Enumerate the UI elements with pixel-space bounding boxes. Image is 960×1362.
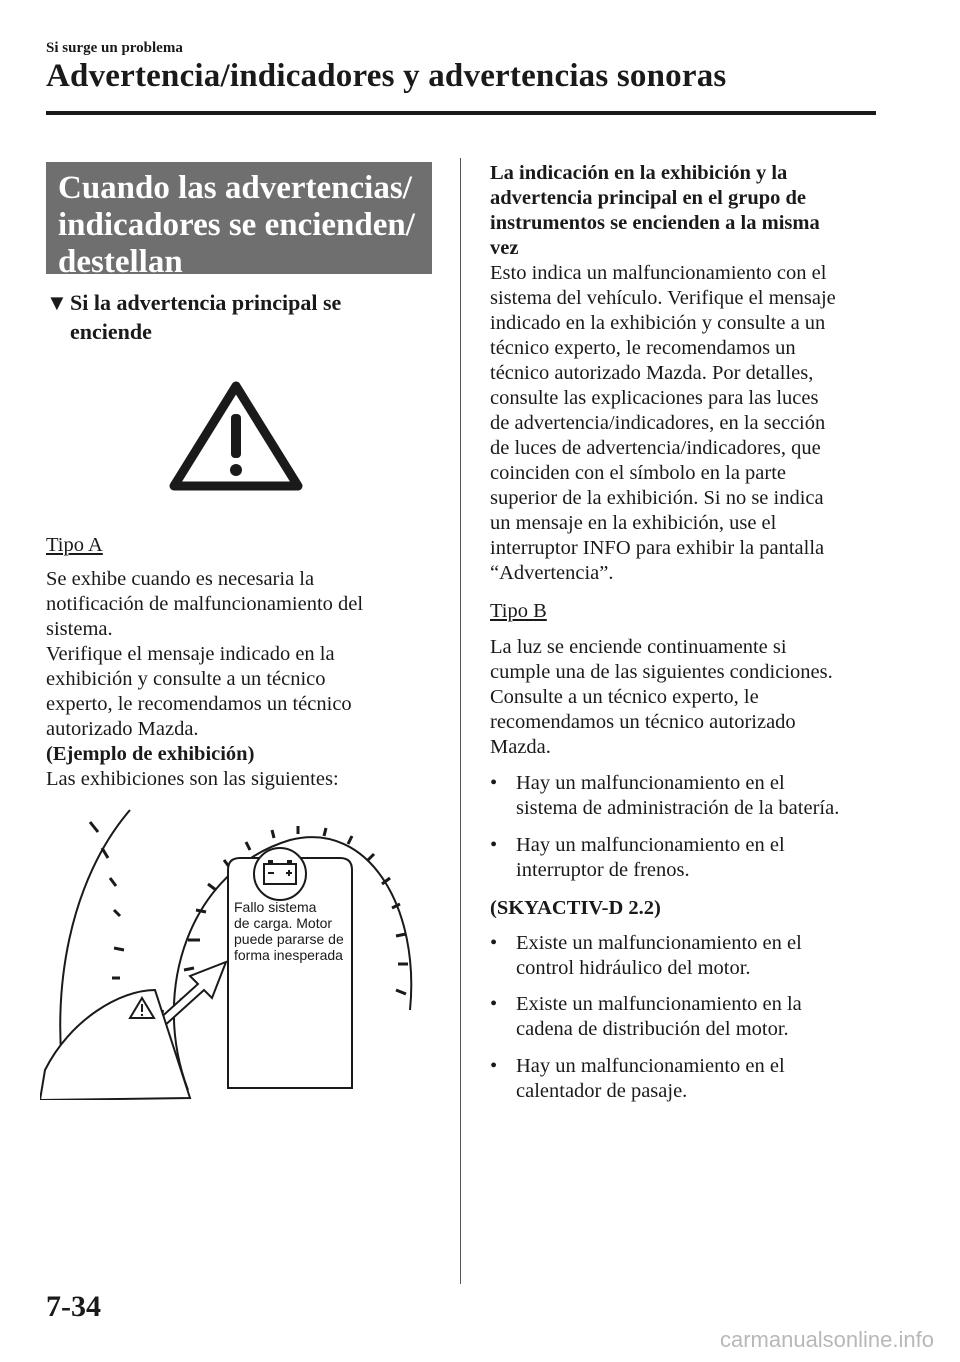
header-rule: [46, 111, 876, 115]
subheading-line: Si la advertencia principal se: [70, 290, 342, 315]
section-label: Si surge un problema: [46, 40, 183, 56]
text-line: advertencia principal en el grupo de: [490, 187, 807, 209]
text-line: notificación de malfuncionamiento del: [46, 593, 364, 615]
list-item: • Hay un malfuncionamiento en el calentador de pasaje.: [490, 1055, 785, 1102]
text-line: Verifique el mensaje indicado en la: [46, 643, 335, 665]
subheading-line: enciende: [70, 319, 152, 344]
text-line: un mensaje en la exhibición, use el: [490, 512, 777, 534]
heading-line: indicadores se encienden/: [58, 207, 415, 243]
bullet-icon: •: [490, 834, 498, 856]
message-line: de carga. Motor: [234, 915, 333, 931]
bullet-icon: •: [490, 1055, 498, 1077]
text-line: Se exhibe cuando es necesaria la: [46, 568, 315, 590]
battery-icon: [254, 848, 306, 900]
heading-line: Cuando las advertencias/: [58, 170, 412, 206]
list-item: • Hay un malfuncionamiento en el interruptor de frenos.: [490, 834, 785, 881]
list-item: • Existe un malfuncionamiento en la cadena de distribución del motor.: [490, 993, 802, 1040]
example-label: (Ejemplo de exhibición): [46, 743, 255, 765]
watermark: carmanualsonline.info: [719, 1327, 934, 1352]
text-line: coinciden con el símbolo en la parte: [490, 462, 787, 484]
bullet-icon: •: [490, 993, 498, 1015]
triangle-marker-icon: ▼: [46, 290, 68, 315]
message-line: Fallo sistema: [234, 899, 317, 915]
text-line: de luces de advertencia/indicadores, que: [490, 437, 821, 459]
text-line: La indicación en la exhibición y la: [490, 162, 788, 184]
list-item: • Hay un malfuncionamiento en el sistema de administración de la batería.: [490, 772, 840, 819]
right-paragraph-1: [490, 261, 890, 586]
text-line: recomendamos un técnico autorizado: [490, 711, 796, 733]
bullet-icon: •: [490, 772, 498, 794]
text-line: indicado en la exhibición y consulte a un: [490, 312, 826, 334]
text-line: instrumentos se encienden a la misma: [490, 212, 820, 234]
text-line: técnico autorizado Mazda. Por detalles,: [490, 362, 814, 384]
text-line: sistema del vehículo. Verifique el mensaje: [490, 287, 836, 309]
text-line: sistema.: [46, 618, 113, 640]
page-title: Advertencia/indicadores y advertencias sonoras: [46, 58, 727, 94]
example-text: Las exhibiciones son las siguientes:: [46, 768, 339, 790]
instrument-cluster-illustration: [40, 800, 450, 1100]
list-item: • Existe un malfuncionamiento en el control hidráulico del motor.: [490, 932, 802, 979]
text-line: experto, le recomendamos un técnico: [46, 693, 352, 715]
tipo-a-label: Tipo A: [46, 534, 103, 556]
text-line: técnico experto, le recomendamos un: [490, 337, 796, 359]
message-line: puede pararse de: [234, 931, 344, 947]
subheading: [46, 288, 446, 346]
column-divider: [460, 158, 461, 1284]
master-warning-icon: [166, 378, 306, 496]
text-line: Consulte a un técnico experto, le: [490, 686, 759, 708]
tipo-b-label: Tipo B: [490, 600, 547, 622]
text-line: Mazda.: [490, 736, 551, 758]
right-paragraph-2: [490, 635, 890, 760]
page-number: 7-34: [46, 1290, 101, 1323]
text-line: de advertencia/indicadores, en la sección: [490, 412, 826, 434]
text-line: cumple una de las siguientes condiciones.: [490, 661, 833, 683]
text-line: autorizado Mazda.: [46, 718, 199, 740]
right-bold-heading: [490, 161, 880, 261]
text-line: vez: [490, 237, 519, 259]
text-line: Esto indica un malfuncionamiento con el: [490, 262, 827, 284]
text-line: La luz se enciende continuamente si: [490, 636, 787, 658]
text-line: consulte las explicaciones para las luces: [490, 387, 819, 409]
bullet-icon: •: [490, 932, 498, 954]
text-line: “Advertencia”.: [490, 562, 614, 584]
text-line: superior de la exhibición. Si no se indica: [490, 487, 824, 509]
text-line: interruptor INFO para exhibir la pantalla: [490, 537, 825, 559]
section-heading-box: [46, 162, 432, 280]
message-line: forma inesperada: [234, 947, 343, 963]
text-line: exhibición y consulte a un técnico: [46, 668, 326, 690]
heading-line: destellan: [58, 244, 183, 280]
tipo-a-description: [46, 567, 446, 792]
skyactiv-label: (SKYACTIV-D 2.2): [490, 897, 661, 919]
